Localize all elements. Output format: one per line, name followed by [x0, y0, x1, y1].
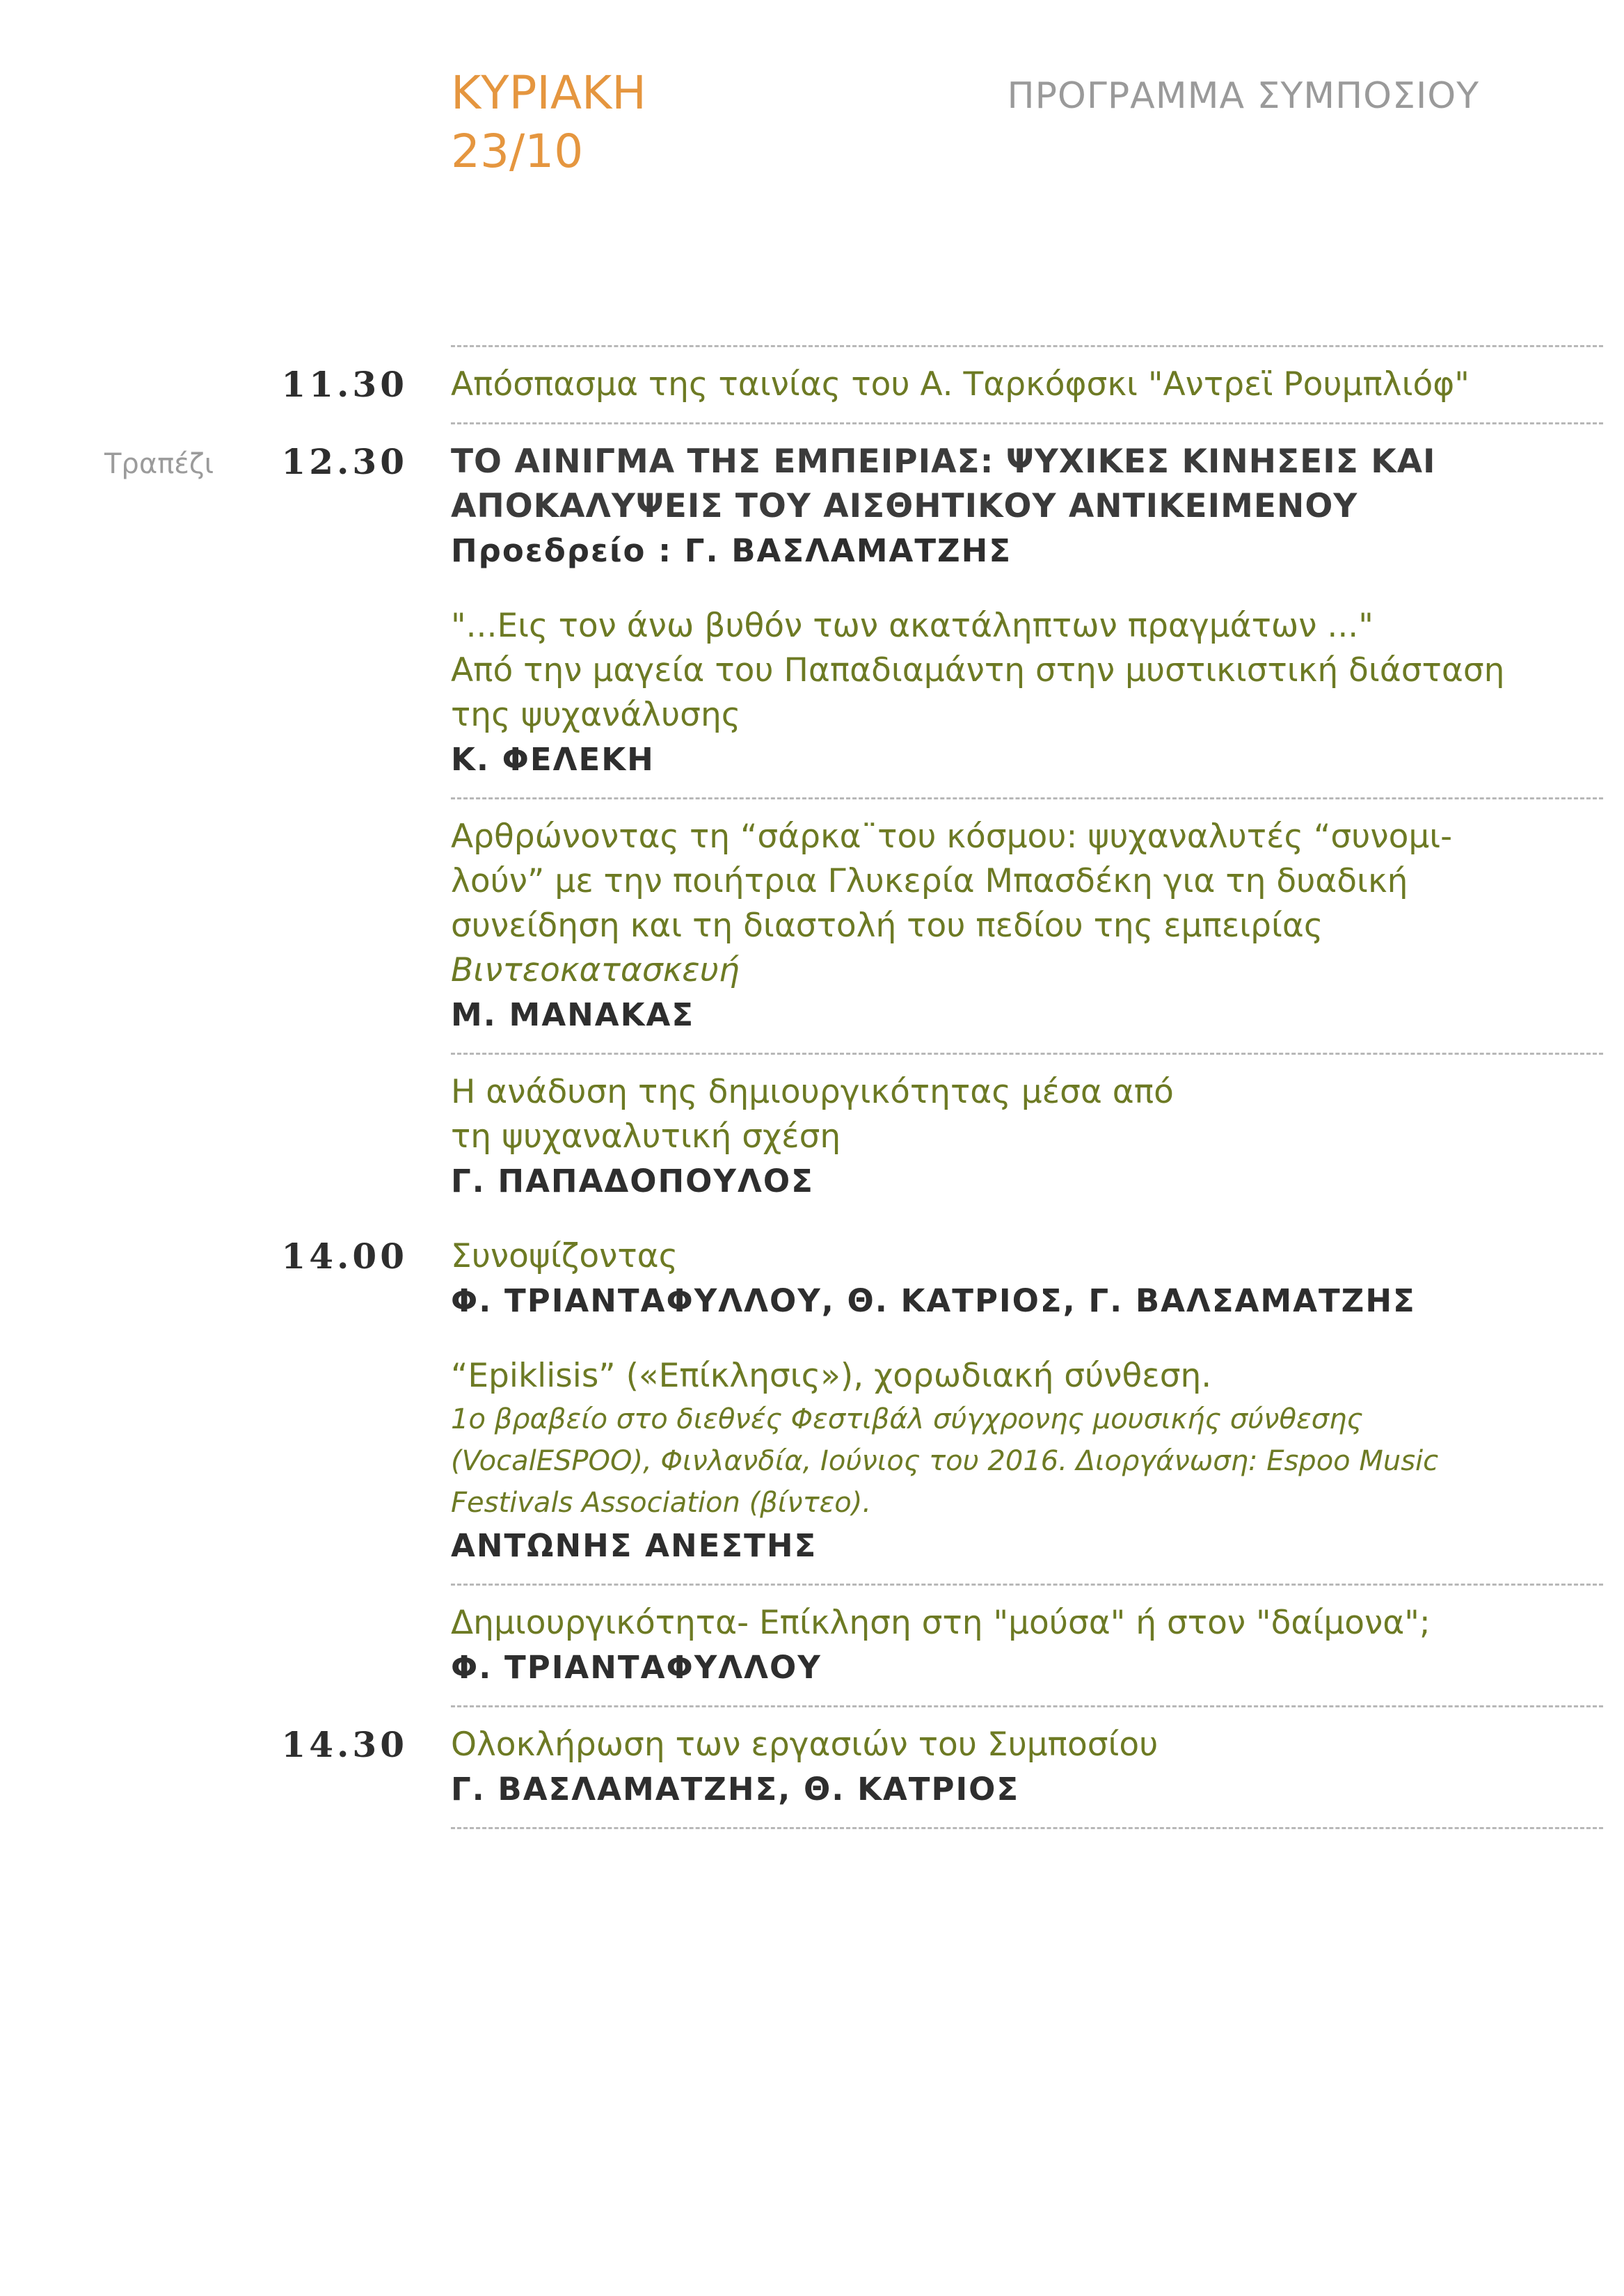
schedule [0, 345, 1624, 1829]
entry-speakers: Γ. ΒΑΣΛΑΜΑΤΖΗΣ, Θ. ΚΑΤΡΙΟΣ [451, 1771, 1020, 1808]
session-title-line: ΤΟ ΑΙΝΙΓΜΑ ΤΗΣ ΕΜΠΕΙΡΙΑΣ: ΨΥΧΙΚΕΣ ΚΙΝΗΣΕΙΣ ΚΑΙ [451, 443, 1436, 481]
schedule-entry [0, 347, 1624, 422]
talk-title-line: της ψυχανάλυσης [451, 696, 741, 734]
divider [451, 1827, 1603, 1829]
session-header [0, 424, 1624, 589]
entry-speakers: Φ. ΤΡΙΑΝΤΑΦΥΛΛΟΥ, Θ. ΚΑΤΡΙΟΣ, Γ. ΒΑΛΣΑΜΑΤΖΗΣ [451, 1282, 1416, 1319]
talk-entry [0, 799, 1624, 1053]
talk-title-line: Αρθρώνοντας τη “σάρκα¨του κόσμου: ψυχαναλυτές “συνομι- [451, 818, 1453, 856]
entry-time: 12.30 [281, 441, 408, 482]
talk-title-line: Δημιουργικότητα- Επίκληση στη "μούσα" ή στον "δαίμονα"; [451, 1604, 1431, 1642]
day-heading [451, 64, 646, 181]
session-chair: Προεδρείο : Γ. ΒΑΣΛΑΜΑΤΖΗΣ [451, 532, 1012, 569]
talk-speaker: Φ. ΤΡΙΑΝΤΑΦΥΛΛΟΥ [451, 1649, 822, 1686]
session-title-line: ΑΠΟΚΑΛΥΨΕΙΣ ΤΟΥ ΑΙΣΘΗΤΙΚΟΥ ΑΝΤΙΚΕΙΜΕΝΟΥ [451, 487, 1358, 525]
schedule-entry [0, 1707, 1624, 1827]
entry-title: Συνοψίζοντας [451, 1237, 678, 1275]
talk-title-line: Από την μαγεία του Παπαδιαμάντη στην μυστικιστική διάσταση [451, 651, 1505, 689]
program-title: ΠΡΟΓΡΑΜΜΑ ΣΥΜΠΟΣΙΟΥ [1007, 75, 1479, 117]
talk-note-line: Festivals Association (βίντεο). [451, 1487, 872, 1519]
schedule-entry [0, 1219, 1624, 1339]
talk-note-line: (VocalESPOO), Φινλανδία, Ιούνιος του 2016. Διοργάνωση: Espoo Music [451, 1445, 1439, 1477]
talk-speaker: ΑΝΤΩΝΗΣ ΑΝΕΣΤΗΣ [451, 1527, 818, 1564]
talk-note-line: 1ο βραβείο στο διεθνές Φεστιβάλ σύγχρονης μουσικής σύνθεσης [451, 1403, 1363, 1435]
session-type-label: Τραπέζι [104, 448, 214, 480]
day-name: ΚΥΡΙΑΚΗ [451, 66, 646, 120]
talk-entry [0, 1055, 1624, 1219]
entry-time: 11.30 [281, 364, 408, 405]
talk-speaker: Μ. ΜΑΝΑΚΑΣ [451, 996, 695, 1033]
talk-speaker: Γ. ΠΑΠΑΔΟΠΟΥΛΟΣ [451, 1163, 814, 1199]
day-date: 23/10 [451, 125, 584, 178]
talk-title-line: τη ψυχαναλυτική σχέση [451, 1117, 841, 1156]
talk-entry [0, 589, 1624, 797]
entry-time: 14.00 [281, 1236, 408, 1277]
talk-format: Βιντεοκατασκευή [451, 951, 740, 989]
talk-title-line: “Epiklisis” («Επίκλησις»), χορωδιακή σύνθεση. [451, 1357, 1212, 1395]
talk-title-line: Η ανάδυση της δημιουργικότητας μέσα από [451, 1073, 1174, 1111]
talk-speaker: Κ. ΦΕΛΕΚΗ [451, 741, 655, 778]
entry-title: Ολοκλήρωση των εργασιών του Συμποσίου [451, 1725, 1159, 1764]
talk-entry [0, 1339, 1624, 1584]
entry-title: Απόσπασμα της ταινίας του Α. Ταρκόφσκι "Αντρεϊ Ρουμπλιόφ" [451, 365, 1470, 404]
talk-title-line: λούν” με την ποιήτρια Γλυκερία Μπασδέκη για τη δυαδική [451, 862, 1408, 900]
talk-title-line: "...Εις τον άνω βυθόν των ακατάληπτων πραγμάτων ..." [451, 607, 1374, 645]
talk-entry [0, 1586, 1624, 1705]
talk-title-line: συνείδηση και τη διαστολή του πεδίου της εμπειρίας [451, 907, 1323, 945]
entry-time: 14.30 [281, 1724, 408, 1765]
